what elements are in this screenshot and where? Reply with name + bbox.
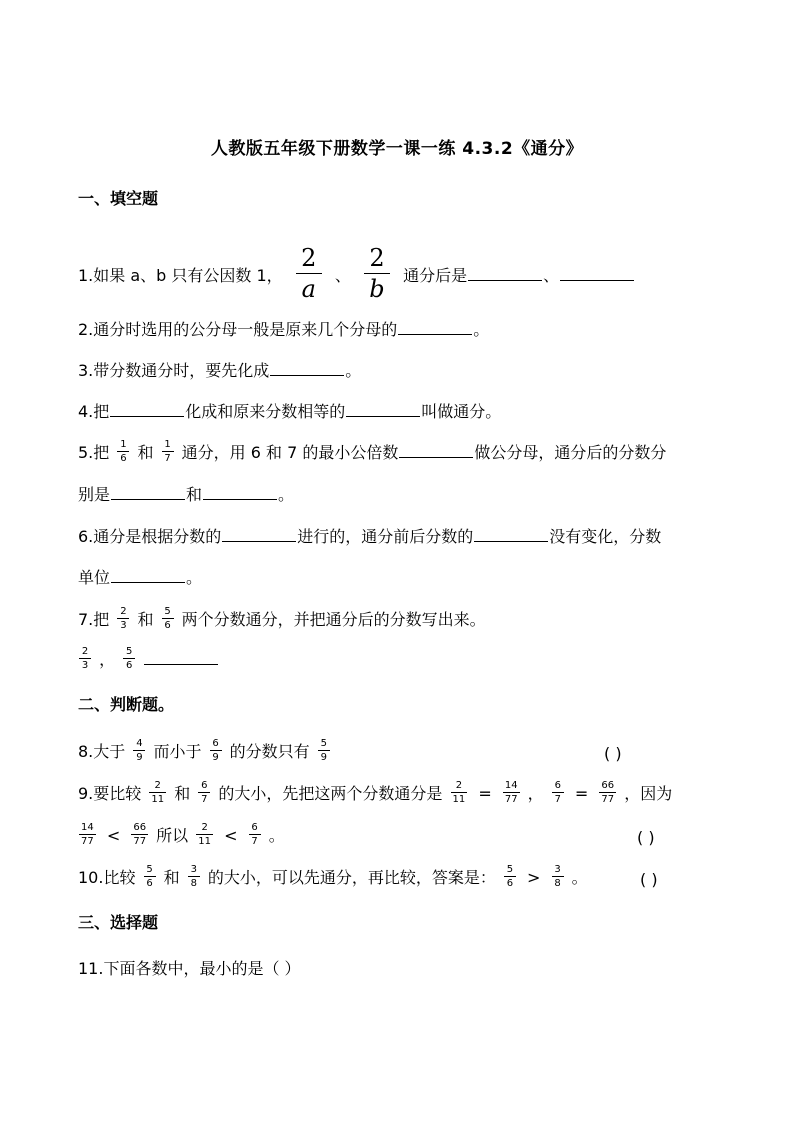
fraction: $\frac{3}{8}$ xyxy=(553,864,563,889)
section-fill-heading: 一、填空题 xyxy=(78,189,159,208)
fraction: $\frac{1}{6}$ xyxy=(118,439,128,464)
fraction: $\frac{2}{11}$ xyxy=(151,780,165,805)
fraction: $\frac{2}{3}$ xyxy=(118,606,128,631)
fraction: $\frac{1}{7}$ xyxy=(163,439,173,464)
answer-parentheses[interactable]: ( ) xyxy=(604,744,622,763)
answer-blank[interactable] xyxy=(346,415,420,417)
fraction: $\frac{3}{8}$ xyxy=(189,864,199,889)
section-judge-heading: 二、判断题。 xyxy=(78,695,175,714)
fraction-2-over-b: $\frac{2}{b}$ xyxy=(364,245,390,302)
answer-blank[interactable] xyxy=(399,456,473,458)
question-7-answer: $\frac{2}{3}$ ， $\frac{5}{6}$ xyxy=(76,648,219,673)
answer-blank[interactable] xyxy=(111,581,185,583)
section-choice-heading: 三、选择题 xyxy=(78,913,159,932)
question-7: 7.把 $\frac{2}{3}$ 和 $\frac{5}{6}$ 两个分数通分，并把通分后的分数写出来。 xyxy=(78,606,486,631)
question-6: 6.通分是根据分数的 进行的，通分前后分数的 没有变化，分数 xyxy=(78,527,662,546)
fraction: $\frac{2}{3}$ xyxy=(80,646,90,671)
question-3: 3.带分数通分时，要先化成 。 xyxy=(78,361,362,380)
question-5-line-2: 别是 和 。 xyxy=(78,485,295,504)
question-2: 2.通分时选用的公分母一般是原来几个分母的 。 xyxy=(78,320,490,339)
question-4: 4.把 化成和原来分数相等的 叫做通分。 xyxy=(78,402,502,421)
fraction: $\frac{4}{9}$ xyxy=(134,738,144,763)
answer-parentheses[interactable]: ( ) xyxy=(637,828,655,847)
answer-blank[interactable] xyxy=(222,540,296,542)
fraction: $\frac{6}{9}$ xyxy=(211,738,221,763)
answer-blank[interactable] xyxy=(468,279,542,281)
fraction: $\frac{5}{6}$ xyxy=(505,864,515,889)
fraction: $\frac{66}{77}$ xyxy=(133,822,147,847)
answer-blank[interactable] xyxy=(560,279,634,281)
question-11: 11.下面各数中，最小的是（ ） xyxy=(78,959,301,978)
fraction: $\frac{6}{7}$ xyxy=(199,780,209,805)
question-8: 8.大于 $\frac{4}{9}$ 而小于 $\frac{6}{9}$ 的分数只有 $\frac{5}{9}$ xyxy=(78,740,333,765)
answer-blank[interactable] xyxy=(398,333,472,335)
fraction: $\frac{5}{9}$ xyxy=(319,738,329,763)
question-1: 1.如果 a、b 只有公因数 1， $\frac{2}{a}$ 、 $\frac{2}{b}$ 通分后是 、 xyxy=(78,248,635,305)
answer-parentheses[interactable]: ( ) xyxy=(640,870,658,889)
q1-text: 1.如果 a、b 只有公因数 1， xyxy=(78,266,283,285)
fraction: $\frac{5}{6}$ xyxy=(124,646,134,671)
answer-blank[interactable] xyxy=(203,498,277,500)
fraction: $\frac{14}{77}$ xyxy=(504,780,518,805)
fraction: $\frac{14}{77}$ xyxy=(81,822,94,847)
question-5: 5.把 $\frac{1}{6}$ 和 $\frac{1}{7}$ 通分，用 6 和 7 的最小公倍数 做公分母，通分后的分数分 xyxy=(78,439,667,464)
fraction: $\frac{2}{11}$ xyxy=(198,822,211,847)
fraction: $\frac{66}{77}$ xyxy=(601,780,615,805)
question-10: 10.比较 $\frac{5}{6}$ 和 $\frac{3}{8}$ 的大小，可以先通分，再比较，答案是： $\frac{5}{6}$ > $\frac{3}{8}$ 。 xyxy=(78,864,588,889)
question-6-line-2: 单位 。 xyxy=(78,568,203,587)
answer-blank[interactable] xyxy=(111,498,185,500)
fraction: $\frac{6}{7}$ xyxy=(250,822,260,847)
fraction: $\frac{5}{6}$ xyxy=(145,864,155,889)
fraction: $\frac{2}{11}$ xyxy=(452,780,466,805)
fraction: $\frac{6}{7}$ xyxy=(553,780,563,805)
answer-blank[interactable] xyxy=(110,415,184,417)
fraction-2-over-a: $\frac{2}{a}$ xyxy=(296,245,322,302)
fraction: $\frac{5}{6}$ xyxy=(163,606,173,631)
page-title: 人教版五年级下册数学一课一练 4.3.2《通分》 xyxy=(210,139,584,159)
question-9: 9.要比较 $\frac{2}{11}$ 和 $\frac{6}{7}$ 的大小，先把这两个分数通分是 $\frac{2}{11}$ = $\frac{14}{77}$ ， $\frac{6}{7}$ = $\frac{66}{77}$ ，因为 xyxy=(78,780,673,805)
answer-blank[interactable] xyxy=(270,374,344,376)
answer-blank[interactable] xyxy=(474,540,548,542)
question-9-line-2: $\frac{14}{77}$ < $\frac{66}{77}$ 所以 $\frac{2}{11}$ < $\frac{6}{7}$ 。 xyxy=(81,822,285,847)
answer-blank[interactable] xyxy=(144,663,218,665)
